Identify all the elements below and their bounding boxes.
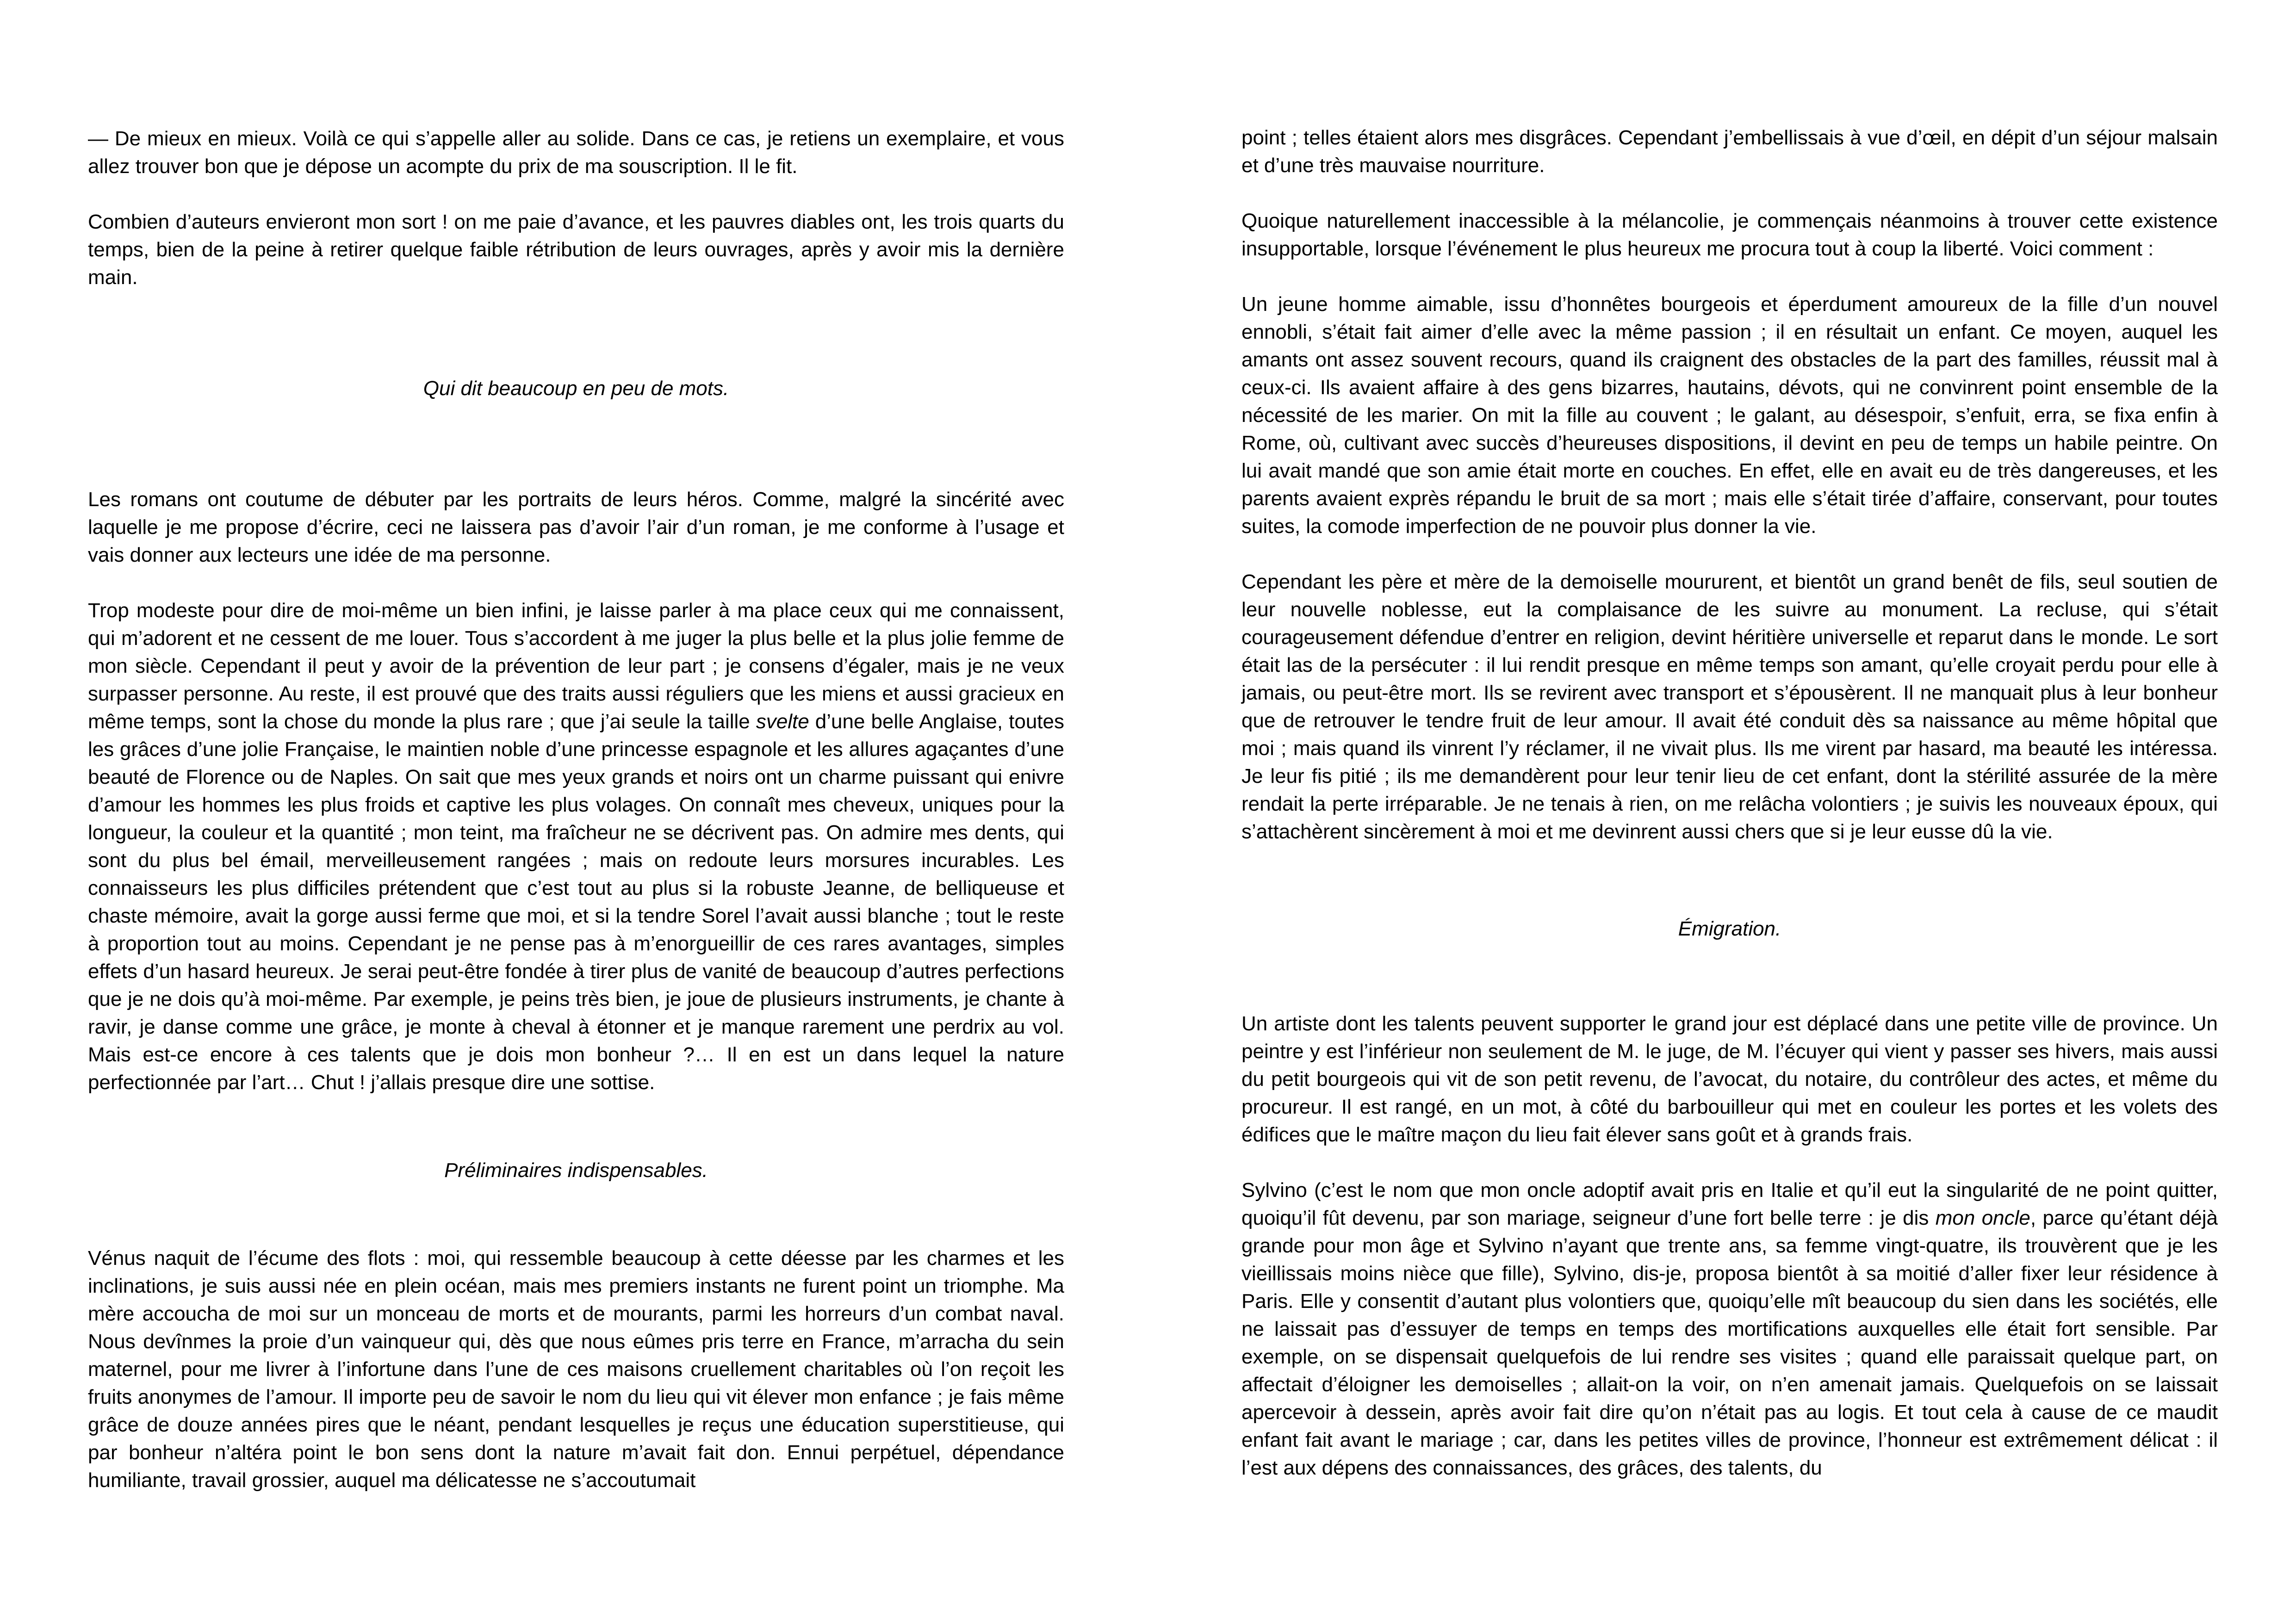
right-page [1241,124,2218,1510]
section-heading: Qui dit beaucoup en peu de mots. [423,377,729,400]
paragraph: Un jeune homme aimable, issu d’honnêtes bourgeois et éperdument amoureux de la fille d’un nouvel ennobli, s’était fait aimer d’elle avec la même passion ; il en résultait un enfant. Ce moyen, auquel les amants ont assez souvent recours, quand ils craignent des obstacles de la part des familles, réussit mal à ceux-ci. Ils avaient affaire à des gens bizarres, hautains, dévots, qui ne convinrent point ensemble de la nécessité de les marier. On mit la fille au couvent ; le galant, au désespoir, s’enfuit, erra, se fixa enfin à Rome, où, cultivant avec succès d’heureuses dispositions, il devint en peu de temps un habile peintre. On lui avait mandé que son amie était morte en couches. En effet, elle en avait eu de très dangereuses, et les parents avaient exprès répandu le bruit de sa mort ; mais elle s’était tirée d’affaire, conservant, pour toutes suites, la comode imperfection de ne pouvoir plus donner la vie. [1241,293,2218,538]
paragraph: — De mieux en mieux. Voilà ce qui s’appelle aller au solide. Dans ce cas, je retiens un exemplaire, et vous allez trouver bon que je dépose un acompte du prix de ma souscription. Il le fit. [88,127,1064,178]
section-heading: Préliminaires indispensables. [444,1159,708,1182]
paragraph [88,597,1064,1096]
text-run: , parce qu’étant déjà grande pour mon âge et Sylvino n’ayant que trente ans, sa femme vingt-quatre, ils trouvèrent que je les vieillissais moins nièce que fille), Sylvino, dis-je, proposa bientôt à sa moitié d’aller fixer leur résidence à Paris. Elle y consentit d’autant plus volontiers que, quoiqu’elle mît beaucoup du sien dans les sociétés, elle ne laissait pas d’essuyer de temps en temps des mortifications auxquelles elle était fort sensible. Par exemple, on se dispensait quelquefois de lui rendre ses visites ; quand elle paraissait quelque part, on affectait d’éloigner les demoiselles ; allait-on la voir, on n’en amenait jamais. Quelquefois on se laissait apercevoir à dessein, après avoir fait dire qu’on n’était pas au logis. Et tout cela à cause de ce maudit enfant fait avant le mariage ; car, dans les petites villes de province, l’honneur est extrêmement délicat : il l’est aux dépens des connaissances, des grâces, des talents, du [1241,1207,2218,1479]
italic-word: svelte [756,710,809,733]
paragraph: Un artiste dont les talents peuvent supporter le grand jour est déplacé dans une petite ville de province. Un peintre y est l’inférieur non seulement de M. le juge, de M. l’écuyer qui vient y passer ses hivers, mais aussi du petit bourgeois qui vit de son petit revenu, de l’avocat, du notaire, du contrôleur des actes, et même du procureur. Il est rangé, en un mot, à côté du barbouilleur qui met en couleur les portes et les volets des édifices que le maître maçon du lieu fait élever sans goût et à grands frais. [1241,1012,2218,1146]
paragraph: Quoique naturellement inaccessible à la mélancolie, je commençais néanmoins à trouver cette existence insupportable, lorsque l’événement le plus heureux me procura tout à coup la liberté. Voici comment : [1241,210,2218,260]
italic-word: mon oncle [1935,1207,2030,1229]
paragraph: Combien d’auteurs envieront mon sort ! on me paie d’avance, et les pauvres diables ont, les trois quarts du temps, bien de la peine à retirer quelque faible rétribution de leurs ouvrages, après y avoir mis la dernière main. [88,211,1064,289]
text-run: Sylvino (c’est le nom que mon oncle adoptif avait pris en Italie et qu’il eut la singularité de ne point quitter, quoiqu’il fût devenu, par son mariage, seigneur d’une fort belle terre : je dis [1241,1179,2218,1229]
paragraph: Cependant les père et mère de la demoiselle moururent, et bientôt un grand benêt de fils, seul soutien de leur nouvelle noblesse, eut la complaisance de les suivre au monument. La recluse, qui s’était courageusement défendue d’entrer en religion, devint héritière universelle et reparut dans le monde. Le sort était las de la persécuter : il lui rendit presque en même temps son amant, qu’elle croyait perdu pour elle à jamais, ou peut-être mort. Ils se revirent avec transport et s’épousèrent. Il ne manquait plus à leur bonheur que de retrouver le tendre fruit de leur amour. Il avait été conduit dès sa naissance au même hôpital que moi ; mais quand ils vinrent l’y réclamer, il ne vivait plus. Ils me virent par hasard, ma beauté les intéressa. Je leur fis pitié ; ils me demandèrent pour leur tenir lieu de cet enfant, dont la stérilité assurée de la mère rendait la perte irréparable. Je ne tenais à rien, on me relâcha volontiers ; je suivis les nouveaux époux, qui s’attachèrent sincèrement à moi et me devinrent aussi chers que si je leur eusse dû la vie. [1241,570,2218,843]
paragraph [1241,1177,2218,1482]
text-run: Trop modeste pour dire de moi-même un bien infini, je laisse parler à ma place ceux qui me connaissent, qui m’adorent et ne cessent de me louer. Tous s’accordent à me juger la plus belle et la plus jolie femme de mon siècle. Cependant il peut y avoir de la prévention de leur part ; je consens d’égaler, mais je ne veux surpasser personne. Au reste, il est prouvé que des traits aussi réguliers que les miens et aussi gracieux en même temps, sont la chose du monde la plus rare ; que j’ai seule la taille [88,599,1064,733]
text-run: d’une belle Anglaise, toutes les grâces d’une jolie Française, le maintien noble d’une princesse espagnole et les allures agaçantes d’une beauté de Florence ou de Naples. On sait que mes yeux grands et noirs ont un charme puissant qui enivre d’amour les hommes les plus froids et captive les plus volages. On connaît mes cheveux, uniques pour la longueur, la couleur et la quantité ; mon teint, ma fraîcheur ne se décrivent pas. On admire mes dents, qui sont du plus bel émail, merveilleusement rangées ; mais on redoute leurs morsures incurables. Les connaisseurs les plus difficiles prétendent que c’est tout au plus si la robuste Jeanne, de belliqueuse et chaste mémoire, avait la gorge aussi ferme que moi, et si la tendre Sorel l’avait aussi blanche ; tout le reste à proportion tout au moins. Cependant je ne pense pas à m’enorgueillir de ces rares avantages, simples effets d’un hasard heureux. Je serai peut-être fondée à tirer plus de vanité de beaucoup d’autres perfections que je ne dois qu’à moi-même. Par exemple, je peins très bien, je joue de plusieurs instruments, je chante à ravir, je danse comme une grâce, je monte à cheval à étonner et je manque rarement une perdrix au vol. Mais est-ce encore à ces talents que je dois mon bonheur ?… Il en est un dans lequel la nature perfectionnée par l’art… Chut ! j’allais presque dire une sottise. [88,710,1064,1094]
paragraph: point ; telles étaient alors mes disgrâces. Cependant j’embellissais à vue d’œil, en dépit d’un séjour malsain et d’une très mauvaise nourriture. [1241,126,2218,177]
paragraph: Vénus naquit de l’écume des flots : moi, qui ressemble beaucoup à cette déesse par les charmes et les inclinations, je suis aussi née en plein océan, mais mes premiers instants ne furent point un triomphe. Ma mère accoucha de moi sur un monceau de morts et de mourants, parmi les horreurs d’un combat naval. Nous devînmes la proie d’un vainqueur qui, dès que nous eûmes pris terre en France, m’arracha du sein maternel, pour me livrer à l’infortune dans l’une de ces maisons cruellement charitables où l’on reçoit les fruits anonymes de l’amour. Il importe peu de savoir le nom du lieu qui vit élever mon enfance ; je fais même grâce de douze années pires que le néant, pendant lesquelles je reçus une éducation superstitieuse, qui par bonheur n’altéra point le bon sens dont la nature m’avait fait don. Ennui perpétuel, dépendance humiliante, travail grossier, auquel ma délicatesse ne s’accoutumait [88,1247,1064,1492]
paragraph: Les romans ont coutume de débuter par les portraits de leurs héros. Comme, malgré la sincérité avec laquelle je me propose d’écrire, ceci ne laissera pas d’avoir l’air d’un roman, je me conforme à l’usage et vais donner aux lecteurs une idée de ma personne. [88,488,1064,566]
section-heading: Émigration. [1678,917,1781,940]
left-page [88,125,1064,1522]
